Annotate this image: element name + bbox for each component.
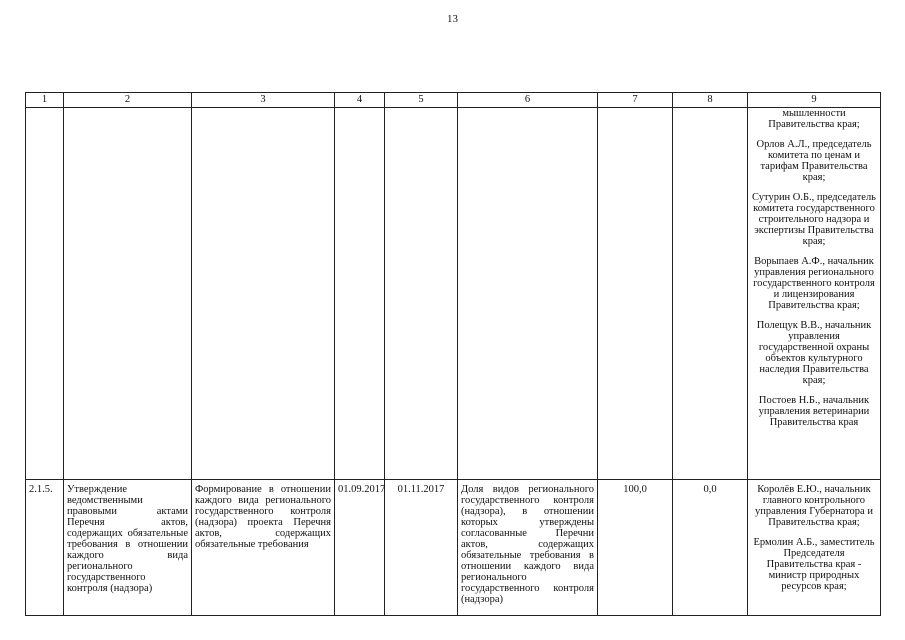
end-date: 01.11.2017 xyxy=(385,480,458,616)
start-date: 01.09.2017 xyxy=(335,480,385,616)
column-number-2: 2 xyxy=(64,93,192,108)
responsible-person: Сутурин О.Б., председатель комитета государственного строительного надзора и экспертизы Правительства края; xyxy=(752,192,876,247)
table-row xyxy=(26,108,881,480)
cell-empty xyxy=(64,108,192,480)
base-value: 0,0 xyxy=(673,480,748,616)
cell-empty xyxy=(458,108,598,480)
responsible-person: Ворыпаев А.Ф., начальник управления регионального государственного контроля и лицензирования Правительства края; xyxy=(753,256,875,311)
table-row xyxy=(26,480,881,616)
expected-result: Формирование в отношении каждого вида регионального государственного контроля (надзора) проекта Перечня актов, содержащих обязательные требования xyxy=(192,480,335,616)
table-header-row xyxy=(26,93,881,108)
cell-empty xyxy=(598,108,673,480)
responsible-person: Полещук В.В., начальник управления государственной охраны объектов культурного наследия Правительства края; xyxy=(756,320,872,386)
indicator-name: Доля видов регионального государственного контроля (надзора), в отношении которых утверждены согласованные Перечни актов, содержащих обязательные требования в отношении каждого вида регионального государственного контроля (надзора) xyxy=(458,480,598,616)
responsible-person: Орлов А.Л., председатель комитета по ценам и тарифам Правительства края; xyxy=(756,139,872,183)
cell-empty xyxy=(335,108,385,480)
column-number-5: 5 xyxy=(385,93,458,108)
target-value: 100,0 xyxy=(598,480,673,616)
event-name: Утверждение ведомственными правовыми актами Перечня актов, содержащих обязательные требования в отношении каждого вида регионального государственного контроля (надзора) xyxy=(64,480,192,616)
column-number-3: 3 xyxy=(192,93,335,108)
column-number-7: 7 xyxy=(598,93,673,108)
responsible-person: мышленности Правительства края; xyxy=(768,108,860,130)
page-number: 13 xyxy=(447,13,458,25)
cell-empty xyxy=(673,108,748,480)
cell-empty xyxy=(26,108,64,480)
column-number-6: 6 xyxy=(458,93,598,108)
column-number-9: 9 xyxy=(748,93,881,108)
responsible-person: Постоев Н.Б., начальник управления ветеринарии Правительства края xyxy=(758,395,870,428)
responsible-person: Ермолин А.Б., заместитель Председателя Правительства края - министр природных ресурсов края; xyxy=(753,537,875,592)
cell-empty xyxy=(385,108,458,480)
column-number-1: 1 xyxy=(26,93,64,108)
item-number: 2.1.5. xyxy=(26,480,64,616)
plan-table xyxy=(25,92,881,616)
column-number-4: 4 xyxy=(335,93,385,108)
responsible-person: Королёв Е.Ю., начальник главного контрольного управления Губернатора и Правительства края; xyxy=(755,484,873,528)
responsible-cell xyxy=(748,108,881,480)
cell-empty xyxy=(192,108,335,480)
responsible-cell xyxy=(748,480,881,616)
column-number-8: 8 xyxy=(673,93,748,108)
